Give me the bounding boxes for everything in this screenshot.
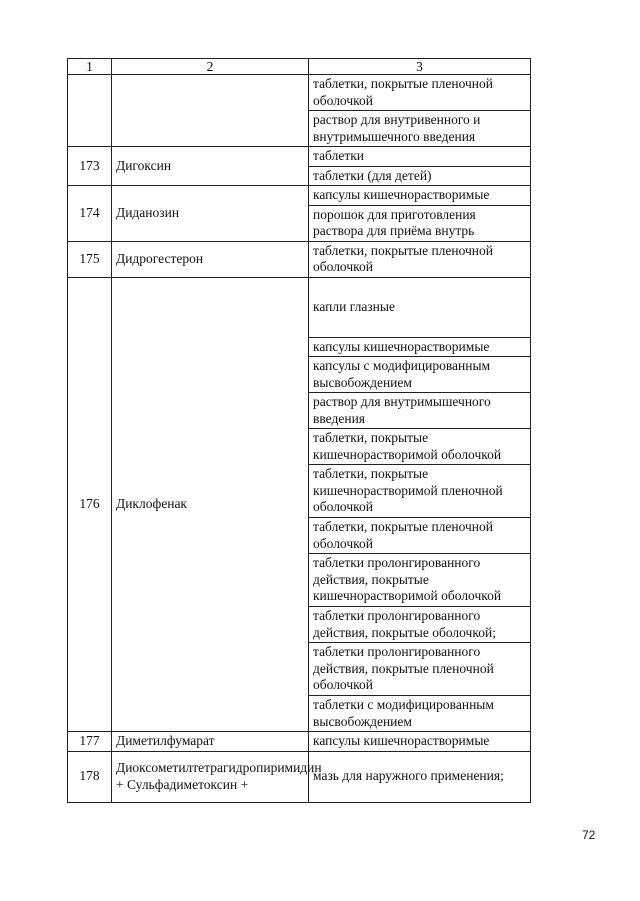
dosage-form: таблетки, покрытые пленочной оболочкой [309, 518, 531, 554]
dosage-form: таблетки, покрытые кишечнорастворимой оболочкой [309, 429, 531, 465]
dosage-form: раствор для внутривенного и внутримышечного введения [309, 111, 531, 147]
header-cell-3: 3 [309, 59, 531, 75]
drug-table [67, 58, 531, 803]
dosage-form: капсулы с модифицированным высвобождением [309, 357, 531, 393]
row-number: 178 [68, 751, 112, 802]
drug-name: Диданозин [112, 186, 309, 242]
table-row [68, 75, 531, 111]
table-row [68, 186, 531, 206]
dosage-form: капсулы кишечнорастворимые [309, 186, 531, 206]
dosage-form: таблетки, покрытые пленочной оболочкой [309, 241, 531, 277]
dosage-form: капли глазные [309, 277, 531, 337]
dosage-form: таблетки [309, 147, 531, 167]
header-cell-2: 2 [112, 59, 309, 75]
dosage-form: капсулы кишечнорастворимые [309, 732, 531, 752]
drug-name: Диоксометилтетрагидропиримидин + Сульфадиметоксин + [112, 751, 309, 802]
drug-name: Диклофенак [112, 277, 309, 732]
row-number: 174 [68, 186, 112, 242]
drug-name: Дигоксин [112, 147, 309, 186]
drug-name [112, 75, 309, 147]
table-row [68, 277, 531, 337]
dosage-form: раствор для внутримышечного введения [309, 393, 531, 429]
dosage-form: таблетки, покрытые кишечнорастворимой пленочной оболочкой [309, 465, 531, 518]
dosage-form: капсулы кишечнорастворимые [309, 337, 531, 357]
dosage-form: таблетки, покрытые пленочной оболочкой [309, 75, 531, 111]
row-number: 177 [68, 732, 112, 752]
page-number: 72 [582, 828, 596, 842]
header-cell-1: 1 [68, 59, 112, 75]
table-row [68, 751, 531, 802]
table-row [68, 732, 531, 752]
table-row [68, 241, 531, 277]
dosage-form: таблетки пролонгированного действия, покрытые пленочной оболочкой [309, 643, 531, 696]
row-number: 176 [68, 277, 112, 732]
table-row [68, 147, 531, 167]
dosage-form: порошок для приготовления раствора для приёма внутрь [309, 205, 531, 241]
dosage-form: таблетки с модифицированным высвобождением [309, 696, 531, 732]
drug-name: Диметилфумарат [112, 732, 309, 752]
dosage-form: таблетки (для детей) [309, 166, 531, 186]
row-number: 175 [68, 241, 112, 277]
dosage-form: мазь для наружного применения; [309, 751, 531, 802]
table-header-row [68, 59, 531, 75]
dosage-form: таблетки пролонгированного действия, покрытые оболочкой; [309, 607, 531, 643]
drug-name: Дидрогестерон [112, 241, 309, 277]
row-number [68, 75, 112, 147]
row-number: 173 [68, 147, 112, 186]
dosage-form: таблетки пролонгированного действия, покрытые кишечнорастворимой оболочкой [309, 554, 531, 607]
